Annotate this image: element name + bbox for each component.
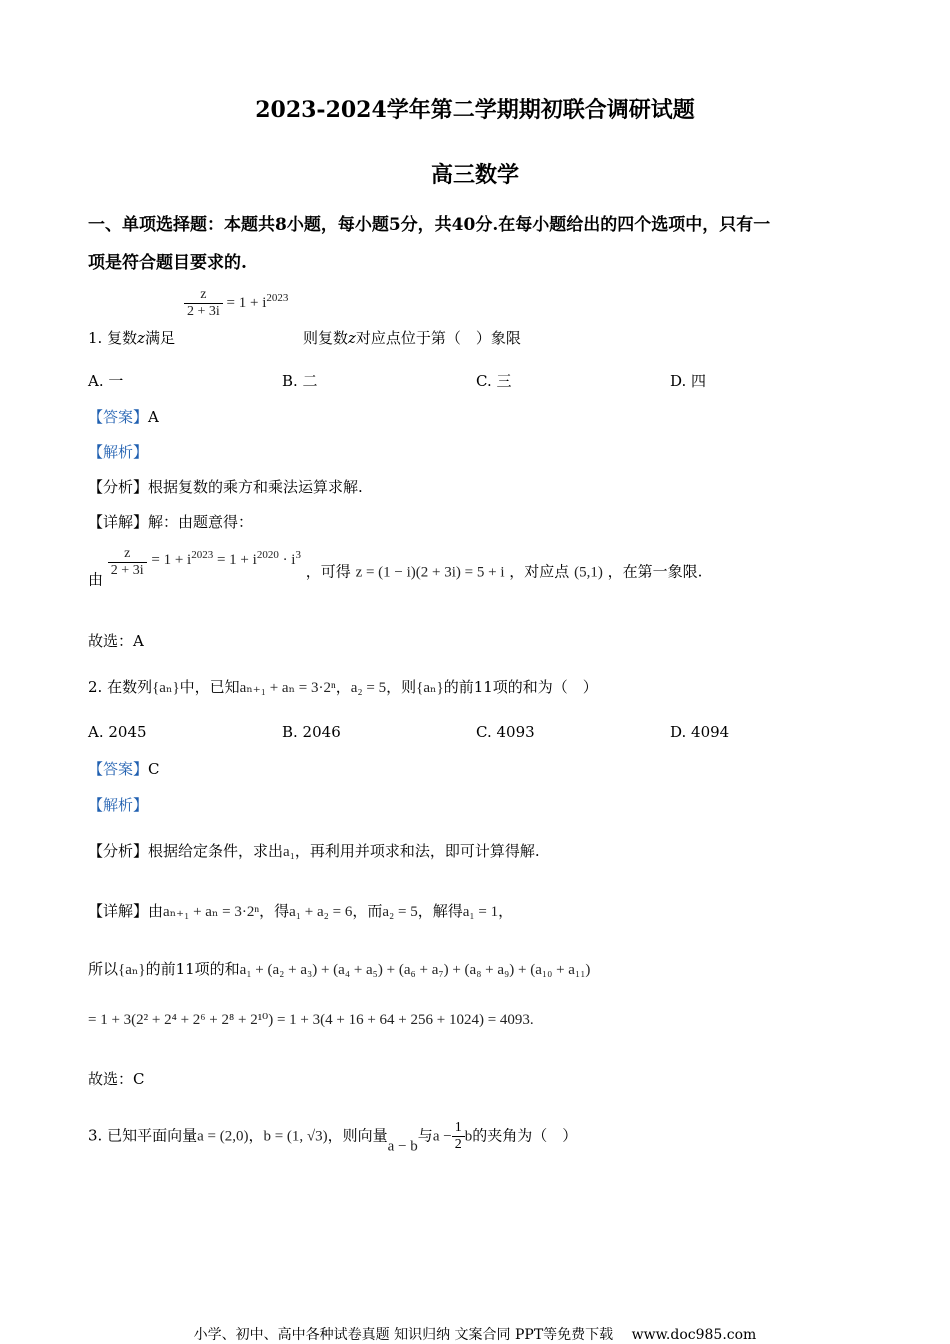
q1-xiangjie: 【详解】解：由题意得： bbox=[88, 513, 254, 531]
q2-answer: 【答案】C bbox=[88, 760, 160, 778]
q1-option-b: B. 二 bbox=[282, 372, 318, 390]
q1-jiexi-tag: 【解析】 bbox=[88, 443, 149, 461]
page-footer: 小学、初中、高中各种试卷真题 知识归纳 文案合同 PPT等免费下载 www.doc985.com bbox=[193, 1327, 757, 1343]
q2-guxuan: 故选：C bbox=[88, 1070, 145, 1088]
q1-formula: $\frac{z}{2 + 3i}$ = $1 + i^{2023}$ bbox=[184, 287, 288, 320]
q1-stem-tail: 则复数z对应点位于第（ ）象限 bbox=[303, 329, 521, 347]
q2-option-a: A. 2045 bbox=[88, 723, 147, 741]
q1-stem: 1. 复数z满足 bbox=[88, 329, 176, 347]
q1-derivation: 由 $\frac{z}{2 + 3i}$ = $1 + i^{2023} = 1 + i^{2020} \cdot i^3$ ，可得 z = (1 − i)(2 + 3i) = 5 + i ，对应点 (5,1) ，在第一象限. bbox=[88, 546, 703, 589]
page-title: 2023-2024学年第二学期期初联合调研试题 bbox=[255, 97, 695, 123]
q2-option-d: D. 4094 bbox=[670, 723, 730, 741]
q3-stem: 3. 已知平面向量a = (2,0)，b = (1, √3)，则向量a − b与a − $\frac{1}{2}$ b的夹角为（ ） bbox=[88, 1120, 578, 1155]
q1-option-a: A. 一 bbox=[88, 372, 124, 390]
q1-fraction: $\frac{z}{2 + 3i}$ bbox=[184, 287, 223, 320]
q1-option-c: C. 三 bbox=[476, 372, 512, 390]
q1-derivation-fraction: $\frac{z}{2 + 3i}$ bbox=[108, 546, 147, 579]
q2-option-c: C. 4093 bbox=[476, 723, 535, 741]
section-heading-line1: 一、单项选择题：本题共8小题，每小题5分，共40分.在每小题给出的四个选项中，只有一 bbox=[88, 215, 771, 235]
q2-stem: 2. 在数列{aₙ}中，已知aₙ₊₁ + aₙ = 3·2ⁿ，a₂ = 5，则{aₙ}的前11项的和为（ ） bbox=[88, 678, 598, 696]
q1-option-d: D. 四 bbox=[670, 372, 707, 390]
page-subtitle: 高三数学 bbox=[430, 162, 519, 188]
section-heading-line2: 项是符合题目要求的. bbox=[88, 253, 247, 273]
q2-fenxi: 【分析】根据给定条件，求出a₁，再利用并项求和法，即可计算得解. bbox=[88, 842, 540, 860]
q2-option-b: B. 2046 bbox=[282, 723, 341, 741]
q2-sum-line2: = 1 + 3(2² + 2⁴ + 2⁶ + 2⁸ + 2¹⁰) = 1 + 3(4 + 16 + 64 + 256 + 1024) = 4093. bbox=[88, 1012, 534, 1028]
q3-fraction: $\frac{1}{2}$ bbox=[452, 1120, 465, 1153]
q1-answer: 【答案】A bbox=[88, 408, 159, 426]
q1-guxuan: 故选：A bbox=[88, 632, 144, 650]
q2-xiangjie: 【详解】由aₙ₊₁ + aₙ = 3·2ⁿ，得a₁ + a₂ = 6，而a₂ = 5，解得a₁ = 1， bbox=[88, 902, 514, 920]
q2-sum: 所以{aₙ}的前11项的和a₁ + (a₂ + a₃) + (a₄ + a₅) + (a₆ + a₇) + (a₈ + a₉) + (a₁₀ + a₁₁) bbox=[88, 960, 591, 978]
q2-jiexi-tag: 【解析】 bbox=[88, 796, 149, 814]
q1-fenxi: 【分析】根据复数的乘方和乘法运算求解. bbox=[88, 478, 363, 496]
